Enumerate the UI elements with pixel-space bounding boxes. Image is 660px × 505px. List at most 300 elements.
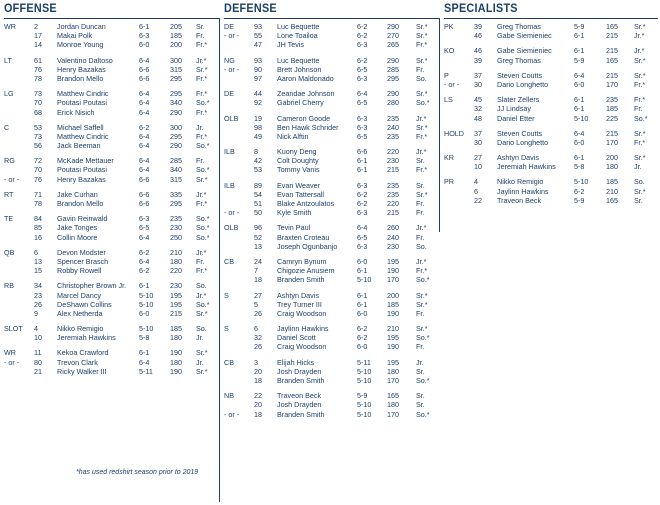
- jersey-number: 47: [254, 40, 262, 50]
- weight: 180: [387, 400, 399, 410]
- offense-depth-chart: [4, 22, 220, 376]
- height: 6-1: [139, 348, 150, 358]
- player-name: Greg Thomas: [497, 22, 541, 31]
- class-year: Sr.*: [416, 89, 428, 99]
- class-year: Fr.: [196, 31, 205, 41]
- jersey-number: 26: [254, 342, 262, 352]
- jersey-number: 55: [254, 31, 262, 41]
- player-name: Robby Rowell: [57, 266, 102, 276]
- height: 6-3: [139, 31, 150, 41]
- jersey-number: 6: [34, 247, 38, 257]
- height: 6-1: [357, 290, 368, 300]
- player-name: Trey Turner III: [277, 299, 322, 309]
- position: NG: [224, 55, 235, 65]
- class-year: So.*: [196, 98, 210, 108]
- weight: 170: [387, 376, 399, 385]
- class-year: Fr.: [416, 342, 425, 352]
- jersey-number: 13: [34, 256, 42, 266]
- weight: 295: [170, 131, 182, 141]
- player-name: Lone Toailoa: [277, 31, 318, 41]
- defense-column: [224, 0, 440, 425]
- height: 6-4: [357, 89, 368, 99]
- player-row: [4, 199, 220, 208]
- player-name: Jaylinn Hawkins: [277, 324, 329, 334]
- player-row: [444, 22, 658, 31]
- weight: 250: [170, 232, 182, 242]
- weight: 170: [606, 137, 618, 147]
- weight: 300: [170, 55, 182, 65]
- height: 5-10: [139, 290, 154, 300]
- player-row: [224, 391, 440, 400]
- specialists-depth-chart: [444, 22, 658, 205]
- player-row: [224, 367, 440, 376]
- height: 6-6: [139, 73, 150, 83]
- height: 6-6: [139, 174, 150, 184]
- jersey-number: 21: [34, 366, 42, 376]
- player-row: [224, 181, 440, 190]
- height: 6-1: [139, 22, 150, 31]
- weight: 230: [387, 156, 399, 166]
- player-name: Matthew Cindric: [57, 89, 109, 99]
- weight: 260: [387, 223, 399, 233]
- position-group: [444, 129, 658, 147]
- position-group: [224, 291, 440, 319]
- player-name: Jeremiah Hawkins: [57, 333, 116, 343]
- player-name: Gavin Reinwald: [57, 214, 108, 224]
- class-year: Sr.: [634, 195, 643, 205]
- height: 6-3: [357, 208, 368, 218]
- player-row: [444, 31, 658, 40]
- class-year: Fr.*: [196, 107, 208, 117]
- jersey-number: 85: [34, 223, 42, 233]
- position-group: [4, 324, 220, 342]
- player-name: Craig Woodson: [277, 308, 327, 318]
- height: 6-2: [357, 333, 368, 343]
- player-row: [4, 324, 220, 333]
- player-row: [224, 208, 440, 217]
- column-divider: [439, 18, 440, 232]
- weight: 290: [170, 107, 182, 117]
- height: 6-4: [139, 107, 150, 117]
- player-name: Nick Alftin: [277, 131, 309, 141]
- height: 6-1: [574, 95, 585, 105]
- jersey-number: 78: [34, 73, 42, 83]
- position-group: [4, 123, 220, 151]
- player-row: [444, 56, 658, 65]
- offense-column: [4, 0, 220, 382]
- player-row: [224, 114, 440, 123]
- player-name: Jake Curhan: [57, 189, 98, 199]
- position-group: [224, 257, 440, 285]
- height: 6-2: [357, 55, 368, 65]
- height: 5-11: [357, 357, 371, 367]
- jersey-number: 18: [254, 376, 262, 385]
- jersey-number: 6: [474, 186, 478, 196]
- weight: 290: [170, 141, 182, 151]
- class-year: Fr.*: [196, 73, 208, 83]
- position: - or -: [224, 64, 240, 74]
- weight: 185: [606, 104, 618, 114]
- defense-header-rule: [224, 18, 440, 19]
- position: OLB: [224, 113, 239, 123]
- height: 5-10: [139, 299, 154, 309]
- weight: 295: [170, 73, 182, 83]
- player-name: Blake Antzoulatos: [277, 199, 335, 208]
- class-year: So.*: [416, 409, 430, 419]
- player-name: Steven Coutts: [497, 128, 543, 138]
- jersey-number: 98: [254, 122, 262, 132]
- player-name: DeShawn Collins: [57, 299, 112, 309]
- player-row: [4, 248, 220, 257]
- weight: 235: [387, 189, 399, 199]
- player-row: [224, 300, 440, 309]
- player-name: Brandon Mello: [57, 199, 104, 208]
- class-year: Jr.*: [196, 247, 207, 257]
- player-row: [4, 358, 220, 367]
- class-year: Jr.*: [416, 223, 427, 233]
- position: - or -: [224, 409, 240, 419]
- position-group: [444, 153, 658, 171]
- class-year: Sr.: [416, 400, 425, 410]
- position: - or -: [444, 79, 460, 89]
- player-row: [4, 223, 220, 232]
- position-group: [4, 56, 220, 84]
- height: 6-1: [574, 46, 585, 56]
- player-row: [4, 74, 220, 83]
- height: 5-10: [574, 177, 589, 187]
- jersey-number: 90: [254, 64, 262, 74]
- class-year: Jr.*: [196, 189, 207, 199]
- position: - or -: [4, 174, 20, 184]
- position-group: [444, 177, 658, 205]
- class-year: Fr.: [416, 199, 425, 208]
- class-year: Sr.*: [634, 55, 646, 65]
- player-name: Erick Nisich: [57, 107, 95, 117]
- weight: 230: [170, 281, 182, 291]
- height: 6-4: [139, 165, 150, 175]
- player-row: [224, 199, 440, 208]
- height: 5-10: [357, 409, 372, 419]
- class-year: Sr.*: [416, 299, 428, 309]
- weight: 210: [387, 324, 399, 334]
- class-year: Fr.*: [634, 137, 646, 147]
- position-group: [224, 324, 440, 352]
- class-year: Fr.: [416, 232, 425, 242]
- player-row: [4, 65, 220, 74]
- weight: 215: [606, 128, 618, 138]
- weight: 295: [387, 73, 399, 83]
- player-row: [224, 257, 440, 266]
- height: 6-1: [574, 31, 585, 41]
- weight: 190: [387, 308, 399, 318]
- position-group: [224, 56, 440, 84]
- player-row: [4, 348, 220, 357]
- player-row: [4, 89, 220, 98]
- weight: 220: [170, 266, 182, 276]
- player-row: [4, 31, 220, 40]
- class-year: Sr.*: [416, 189, 428, 199]
- player-name: Dario Longhetto: [497, 137, 549, 147]
- player-row: [4, 108, 220, 117]
- player-row: [444, 153, 658, 162]
- class-year: Sr.*: [196, 64, 208, 74]
- position-group: [4, 156, 220, 184]
- class-year: So.*: [416, 275, 430, 285]
- height: 6-0: [357, 308, 368, 318]
- jersey-number: 48: [474, 113, 482, 123]
- position-group: [224, 147, 440, 175]
- player-name: Joseph Ogunbanjo: [277, 241, 338, 251]
- height: 5-9: [574, 195, 585, 205]
- player-row: [224, 89, 440, 98]
- jersey-number: 9: [34, 308, 38, 318]
- weight: 315: [170, 174, 182, 184]
- weight: 210: [606, 186, 618, 196]
- player-name: Traveon Beck: [277, 391, 322, 401]
- jersey-number: 27: [474, 153, 482, 163]
- player-name: Cameron Goode: [277, 113, 331, 123]
- jersey-number: 30: [474, 79, 482, 89]
- weight: 180: [606, 162, 618, 172]
- class-year: Jr.*: [416, 113, 427, 123]
- jersey-number: 14: [34, 40, 42, 50]
- weight: 190: [170, 366, 182, 376]
- player-name: Zeandae Johnson: [277, 89, 335, 99]
- position: CB: [224, 357, 234, 367]
- jersey-number: 26: [34, 299, 42, 309]
- position: SLOT: [4, 324, 23, 334]
- height: 6-3: [139, 214, 150, 224]
- player-row: [224, 147, 440, 156]
- player-name: Brandon Mello: [57, 73, 104, 83]
- weight: 195: [387, 333, 399, 343]
- height: 6-3: [357, 180, 368, 190]
- height: 6-6: [357, 147, 368, 157]
- player-row: [224, 190, 440, 199]
- jersey-number: 16: [34, 232, 42, 242]
- class-year: Fr.*: [196, 40, 208, 50]
- player-name: McKade Mettauer: [57, 156, 114, 166]
- player-name: Ashtyn Davis: [277, 290, 319, 300]
- class-year: Fr.*: [634, 95, 646, 105]
- offense-header: OFFENSE: [4, 1, 57, 15]
- class-year: Sr.*: [416, 22, 428, 31]
- player-row: [444, 129, 658, 138]
- position: RT: [4, 189, 14, 199]
- player-row: [4, 291, 220, 300]
- specialists-header: SPECIALISTS: [444, 1, 518, 15]
- position: OLB: [224, 223, 239, 233]
- player-name: Poutasi Poutasi: [57, 165, 107, 175]
- position: KO: [444, 46, 455, 56]
- jersey-number: 52: [254, 232, 262, 242]
- class-year: Fr.*: [416, 131, 428, 141]
- jersey-number: 32: [254, 333, 262, 343]
- position-group: [4, 214, 220, 242]
- player-name: Alex Netherda: [57, 308, 103, 318]
- player-row: [224, 333, 440, 342]
- jersey-number: 6: [254, 324, 258, 334]
- height: 6-4: [574, 70, 585, 80]
- jersey-number: 93: [254, 55, 262, 65]
- height: 5-11: [139, 366, 153, 376]
- weight: 295: [170, 199, 182, 208]
- weight: 235: [387, 131, 399, 141]
- jersey-number: 96: [254, 223, 262, 233]
- player-row: [224, 56, 440, 65]
- jersey-number: 84: [34, 214, 42, 224]
- weight: 280: [387, 98, 399, 108]
- player-name: Valentino Daltoso: [57, 55, 113, 65]
- defense-depth-chart: [224, 22, 440, 419]
- jersey-number: 10: [474, 162, 482, 172]
- jersey-number: 53: [34, 122, 42, 132]
- player-row: [224, 376, 440, 385]
- height: 6-2: [139, 122, 150, 132]
- player-name: Braxten Croteau: [277, 232, 330, 242]
- class-year: Jr.*: [634, 31, 645, 41]
- player-name: Tevin Paul: [277, 223, 311, 233]
- jersey-number: 76: [34, 64, 42, 74]
- player-row: [224, 40, 440, 49]
- class-year: Sr.: [416, 366, 425, 376]
- player-name: Greg Thomas: [497, 55, 541, 65]
- height: 5-10: [357, 366, 372, 376]
- height: 6-4: [139, 256, 150, 266]
- player-name: Luc Bequette: [277, 22, 320, 31]
- player-row: [444, 71, 658, 80]
- player-name: Luc Bequette: [277, 55, 320, 65]
- height: 6-0: [357, 256, 368, 266]
- player-row: [224, 22, 440, 31]
- player-name: Colt Doughty: [277, 156, 319, 166]
- height: 6-0: [139, 40, 150, 50]
- height: 5-10: [357, 275, 372, 285]
- player-name: Daniel Scott: [277, 333, 316, 343]
- class-year: Jr.*: [416, 256, 427, 266]
- weight: 180: [170, 357, 182, 367]
- weight: 200: [387, 290, 399, 300]
- jersey-number: 4: [34, 324, 38, 334]
- class-year: Fr.: [196, 256, 205, 266]
- class-year: Sr.: [416, 156, 425, 166]
- position-group: [4, 348, 220, 376]
- weight: 205: [170, 22, 182, 31]
- position-group: [444, 46, 658, 64]
- height: 6-5: [357, 232, 368, 242]
- weight: 215: [606, 70, 618, 80]
- player-name: Brett Johnson: [277, 64, 322, 74]
- jersey-number: 73: [34, 131, 42, 141]
- player-name: Ashtyn Davis: [497, 153, 539, 163]
- weight: 180: [170, 333, 182, 343]
- position: CB: [224, 256, 234, 266]
- height: 6-2: [357, 189, 368, 199]
- jersey-number: 20: [254, 400, 262, 410]
- player-row: [224, 31, 440, 40]
- player-row: [4, 309, 220, 318]
- height: 6-1: [574, 104, 585, 114]
- class-year: Jr.: [196, 122, 204, 132]
- player-name: Traveon Beck: [497, 195, 542, 205]
- weight: 335: [170, 189, 182, 199]
- position: S: [224, 290, 229, 300]
- jersey-number: 46: [474, 46, 482, 56]
- player-name: Slater Zellers: [497, 95, 540, 105]
- weight: 315: [170, 64, 182, 74]
- jersey-number: 54: [254, 189, 262, 199]
- height: 6-1: [357, 156, 368, 166]
- class-year: Fr.*: [196, 266, 208, 276]
- player-name: Evan Tattersall: [277, 189, 325, 199]
- height: 6-3: [357, 122, 368, 132]
- player-name: Gabriel Cherry: [277, 98, 324, 108]
- class-year: Sr.*: [416, 31, 428, 41]
- class-year: Sr.*: [196, 366, 208, 376]
- position: RB: [4, 281, 14, 291]
- weight: 185: [170, 31, 182, 41]
- class-year: Jr.: [196, 333, 204, 343]
- position: - or -: [224, 31, 240, 41]
- weight: 190: [387, 342, 399, 352]
- weight: 290: [387, 89, 399, 99]
- jersey-number: 24: [254, 256, 262, 266]
- weight: 185: [606, 177, 618, 187]
- weight: 220: [387, 147, 399, 157]
- class-year: So.: [634, 177, 645, 187]
- height: 6-3: [357, 73, 368, 83]
- jersey-number: 37: [474, 70, 482, 80]
- player-row: [4, 214, 220, 223]
- class-year: Sr.*: [196, 348, 208, 358]
- class-year: So.: [196, 324, 207, 334]
- jersey-number: 49: [254, 131, 262, 141]
- height: 5-9: [574, 22, 585, 31]
- player-name: Craig Woodson: [277, 342, 327, 352]
- player-row: [444, 104, 658, 113]
- player-name: Trevon Clark: [57, 357, 98, 367]
- position: TE: [4, 214, 14, 224]
- player-row: [224, 400, 440, 409]
- class-year: Sr.*: [634, 70, 646, 80]
- position-group: [4, 248, 220, 276]
- class-year: Sr.*: [634, 22, 646, 31]
- position: - or -: [224, 208, 240, 218]
- player-name: Kyle Smith: [277, 208, 312, 218]
- jersey-number: 27: [254, 290, 262, 300]
- player-name: Christopher Brown Jr.: [57, 281, 127, 291]
- player-row: [444, 46, 658, 55]
- weight: 200: [606, 153, 618, 163]
- jersey-number: 34: [34, 281, 42, 291]
- player-name: Tommy Vanis: [277, 165, 320, 175]
- jersey-number: 11: [34, 348, 42, 358]
- player-name: Jeremiah Hawkins: [497, 162, 556, 172]
- height: 5-10: [357, 400, 372, 410]
- class-year: Sr.*: [416, 290, 428, 300]
- player-name: Ben Hawk Schrider: [277, 122, 339, 132]
- class-year: So.*: [196, 165, 210, 175]
- position: PK: [444, 22, 454, 31]
- position: - or -: [4, 357, 20, 367]
- class-year: Fr.*: [196, 89, 208, 99]
- jersey-number: 89: [254, 180, 262, 190]
- weight: 215: [170, 308, 182, 318]
- height: 6-2: [357, 22, 368, 31]
- weight: 285: [170, 156, 182, 166]
- player-name: Michael Saffell: [57, 122, 104, 132]
- position: WR: [4, 22, 16, 31]
